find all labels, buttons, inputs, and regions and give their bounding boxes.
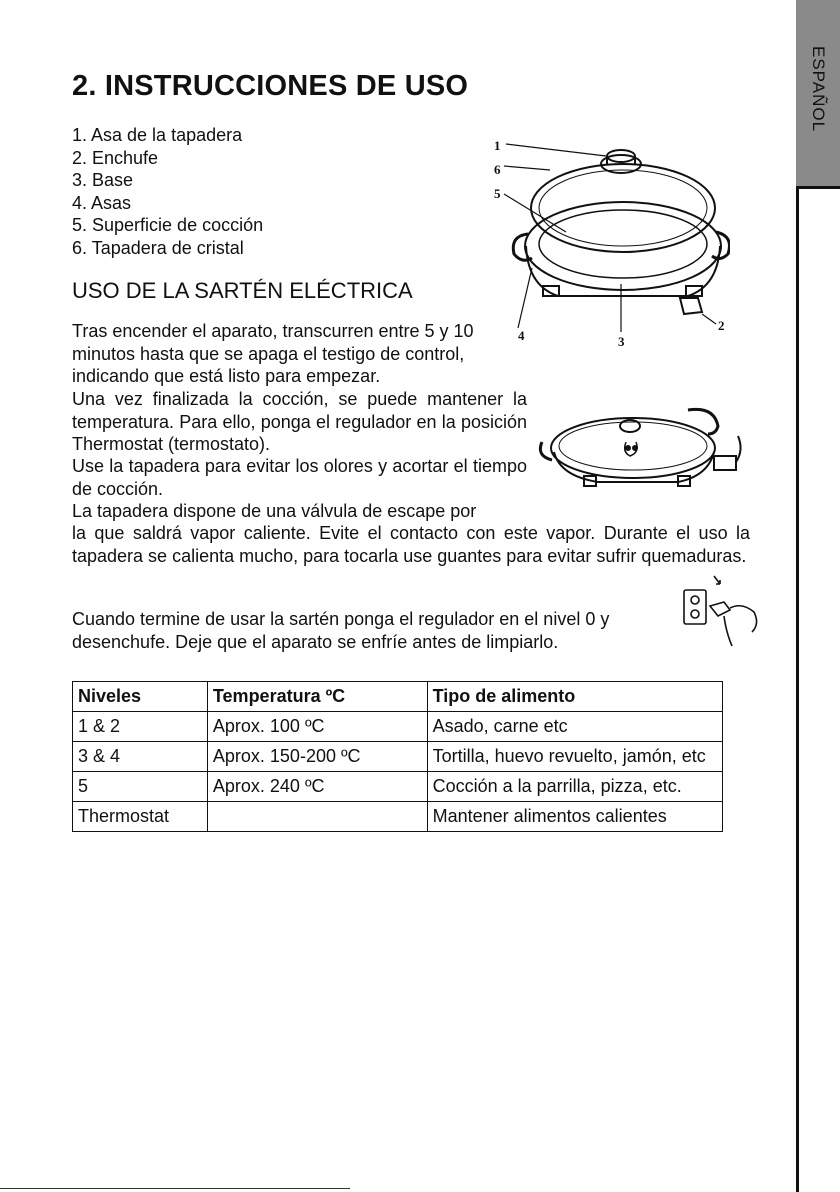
levels-table [72, 681, 723, 832]
parts-list-item: 4. Asas [72, 192, 132, 213]
parts-list-item: 6. Tapadera de cristal [72, 237, 244, 258]
parts-list-item: 1. Asa de la tapadera [72, 125, 243, 145]
paragraph-keep-warm: Una vez finalizada la cocción, se puede mantener la temperatura. Para ello, ponga el regulador en la posición Thermostat (termostato). [72, 389, 527, 454]
table-cell: Asado, carne etc [427, 712, 722, 742]
parts-list-item: 3. Base [72, 170, 134, 190]
table-row [73, 712, 723, 742]
table-cell: Mantener alimentos calientes [427, 802, 722, 832]
table-cell: 5 [73, 772, 208, 802]
parts-list [72, 124, 263, 259]
callout-5-label: 5 [494, 186, 501, 201]
table-cell: Thermostat [73, 802, 208, 832]
paragraph-steam-valve-start: La tapadera dispone de una válvula de escape por [72, 501, 477, 521]
page-edge-rule [796, 186, 840, 1192]
table-header-row [73, 682, 723, 712]
parts-list-item: 5. Superficie de cocción [72, 215, 264, 235]
table-cell: Aprox. 240 ºC [207, 772, 427, 802]
paragraph-unplug-start: Cuando termine de usar la sartén ponga el regulador en el nivel 0 y [72, 609, 610, 629]
skillet-parts-diagram [488, 136, 730, 350]
table-cell: 1 & 2 [73, 712, 208, 742]
table-row [73, 802, 723, 832]
paragraph-steam-valve: la que saldrá vapor caliente. Evite el contacto con este vapor. Durante el uso la tapadera se calienta mucho, para tocarla use guantes para evitar sufrir quemaduras. [72, 523, 750, 566]
callout-6-label: 6 [494, 162, 501, 177]
table-cell: Tortilla, huevo revuelto, jamón, etc [427, 742, 722, 772]
paragraph-lid-use: Use la tapadera para evitar los olores y acortar el tiempo de cocción. [72, 456, 527, 499]
callout-4-label: 4 [518, 328, 525, 343]
language-tab-label: ESPAÑOL [809, 46, 828, 133]
callout-1-label: 1 [494, 138, 501, 153]
footer-rule [0, 1188, 350, 1189]
parts-list-item: 2. Enchufe [72, 147, 159, 168]
skillet-lid-illustration [538, 396, 750, 496]
table-row [73, 772, 723, 802]
paragraph-startup: Tras encender el aparato, transcurren entre 5 y 10 minutos hasta que se apaga el testigo de control, indicando que está listo para empezar. [72, 321, 474, 386]
table-cell: Cocción a la parrilla, pizza, etc. [427, 772, 722, 802]
callout-3-label: 3 [618, 334, 625, 349]
table-row [73, 742, 723, 772]
paragraph-unplug: desenchufe. Deje que el aparato se enfríe antes de limpiarlo. [72, 632, 559, 652]
table-cell: 3 & 4 [73, 742, 208, 772]
table-cell: Aprox. 100 ºC [207, 712, 427, 742]
header-cell-temperature: Temperatura ºC [207, 682, 427, 712]
callout-2-label: 2 [718, 318, 725, 333]
unplug-icon [680, 572, 766, 652]
header-cell-levels: Niveles [73, 682, 208, 712]
table-cell: Aprox. 150-200 ºC [207, 742, 427, 772]
section-title: USO DE LA SARTÉN ELÉCTRICA [72, 278, 413, 303]
table-cell [207, 802, 427, 832]
header-cell-food-type: Tipo de alimento [427, 682, 722, 712]
page-title: 2. INSTRUCCIONES DE USO [72, 70, 469, 102]
